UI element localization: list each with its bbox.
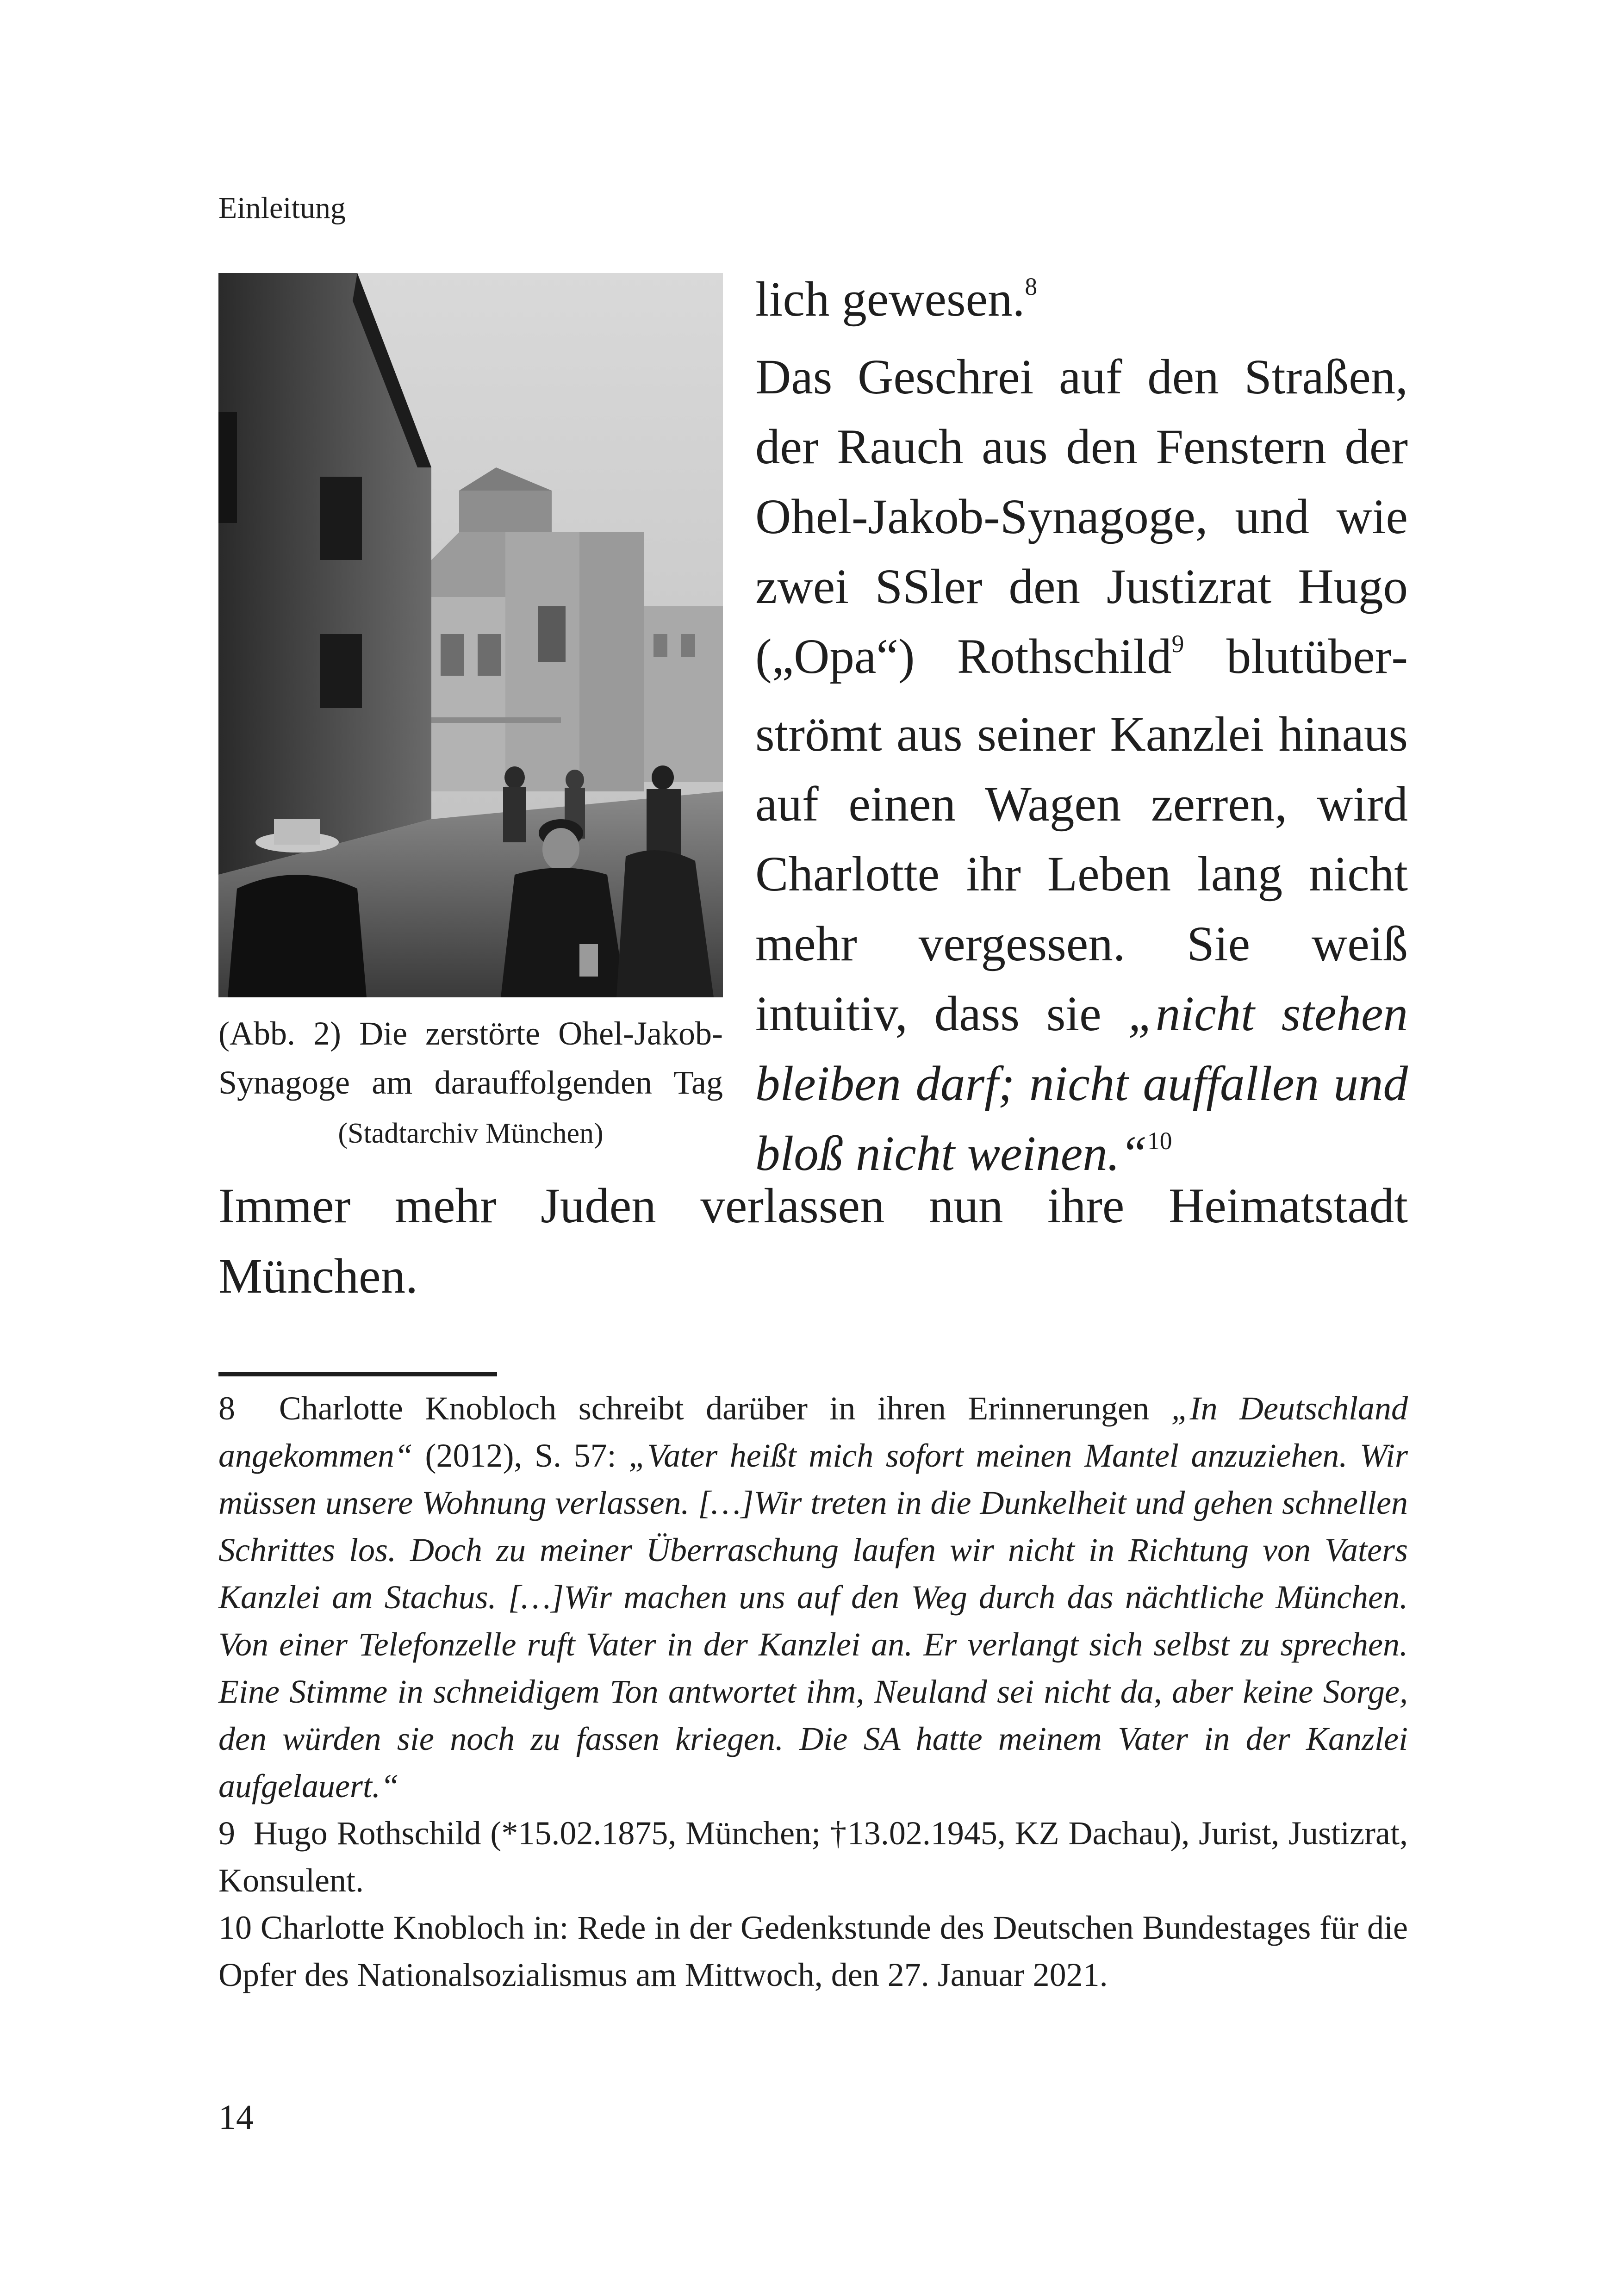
main-paragraph: Immer mehr Juden verlassen nun ihre Heimatstadt München. [218, 1179, 1408, 1304]
footnotes [218, 1385, 1408, 1998]
side-paragraph-1 [755, 265, 1408, 342]
footnote-8 [218, 1385, 1408, 1810]
footnote-9-text: Hugo Rothschild (*15.02.1875, München; †13.02.1945, KZ Dachau), Jurist, Justizrat, Konsulent. [218, 1815, 1408, 1899]
synagogue-photo [218, 273, 723, 997]
figure-caption [218, 1009, 723, 1158]
footnote-8-book: „In Deutschland angekommen“ [218, 1390, 1408, 1474]
footnote-8-intro: Charlotte Knobloch schreibt darüber in ihren Erinnerungen [279, 1390, 1171, 1427]
side-line-1: lich gewesen. [755, 272, 1025, 327]
footnote-divider [218, 1372, 497, 1376]
synagogue-photo-image [218, 273, 723, 997]
side-paragraph-2 [755, 342, 1408, 1197]
figure-caption-text: (Abb. 2) Die zerstörte Ohel-Jakob-Synagoge am darauffolgenden Tag [218, 1015, 723, 1101]
footnote-8-quote: „Vater heißt mich sofort meinen Mantel anzuziehen. Wir müssen unsere Wohnung verlassen. […]Wir treten in die Dunkelheit und gehen schnellen Schrittes los. Doch zu meiner Überraschung laufen wir nicht in Richtung von Vaters Kanzlei am Stachus. […]Wir machen uns auf den Weg durch das nächtliche München. Von einer Telefonzelle ruft Vater in der Kanzlei an. Er verlangt sich selbst zu sprechen. Eine Stimme in schneidigem Ton antwortet ihm, Neuland sei nicht da, aber keine Sorge, den würden sie noch zu fassen kriegen. Die SA hatte meinem Vater in der Kanzlei aufgelauert.“ [218, 1437, 1408, 1804]
footnote-ref-8: 8 [1025, 272, 1038, 300]
side-text-block [755, 265, 1408, 1197]
side-p2-part2: blutüberströmt aus seiner Kanzlei hinaus auf einen Wagen zerren, wird Charlotte ihr Leben lang nicht mehr vergessen. Sie weiß intuitiv, dass sie [755, 629, 1408, 1041]
footnote-10 [218, 1904, 1408, 1998]
footnote-10-number: 10 [218, 1909, 252, 1946]
footnote-ref-9: 9 [1171, 629, 1184, 658]
footnote-8-year: (2012), S. 57: [412, 1437, 629, 1474]
side-p2-part1: Das Geschrei auf den Straßen, der Rauch aus den Fenstern der Ohel-Jakob-Synagoge, und wie zwei SSler den Justizrat Hugo („Opa“) Rothschild [755, 350, 1408, 684]
page-number: 14 [218, 2098, 254, 2137]
footnote-9 [218, 1810, 1408, 1904]
footnote-ref-10: 10 [1147, 1126, 1172, 1155]
figure-credit: (Stadtarchiv München) [338, 1118, 604, 1149]
running-header: Einleitung [218, 191, 346, 225]
footnote-9-number: 9 [218, 1815, 235, 1852]
footnote-8-number: 8 [218, 1390, 235, 1427]
side-p2-quote: „nicht stehen bleiben darf; nicht auffallen und bloß nicht weinen.“ [755, 987, 1408, 1181]
footnote-10-text: Charlotte Knobloch in: Rede in der Gedenkstunde des Deutschen Bundestages für die Opfer des Nationalsozialismus am Mittwoch, den 27. Januar 2021. [218, 1909, 1408, 1993]
